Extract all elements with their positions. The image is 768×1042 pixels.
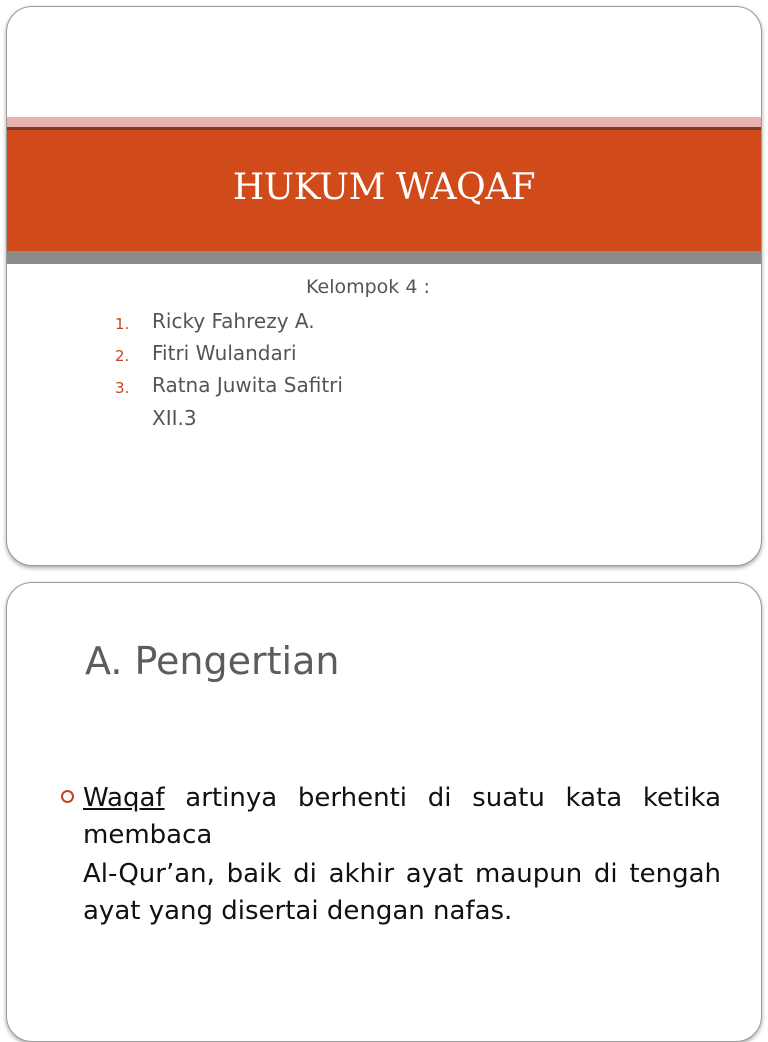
content-slide xyxy=(6,582,762,1042)
definition-text: artinya berhenti di suatu kata ketika membaca xyxy=(83,783,721,850)
circle-bullet-icon xyxy=(61,790,74,803)
title-band xyxy=(7,130,761,251)
member-name: Ratna Juwita Safitri xyxy=(152,373,343,397)
member-name: Ricky Fahrezy A. xyxy=(152,309,315,333)
title-band-bottom-stripe xyxy=(7,251,761,264)
class-label: XII.3 xyxy=(152,406,197,430)
member-number: 3. xyxy=(115,379,130,397)
title-slide xyxy=(6,6,762,566)
definition-continuation: Al-Qur’an, baik di akhir ayat maupun di tengah ayat yang disertai dengan nafas. xyxy=(83,859,721,926)
slide-title: HUKUM WAQAF xyxy=(232,167,536,208)
definition-paragraph xyxy=(83,780,721,854)
member-number: 2. xyxy=(115,347,130,365)
member-number: 1. xyxy=(115,315,130,333)
term-waqaf: Waqaf xyxy=(83,783,165,813)
title-band-top-stripe xyxy=(7,117,761,127)
group-label: Kelompok 4 : xyxy=(306,276,430,298)
section-heading: A. Pengertian xyxy=(85,639,340,683)
member-name: Fitri Wulandari xyxy=(152,341,297,365)
